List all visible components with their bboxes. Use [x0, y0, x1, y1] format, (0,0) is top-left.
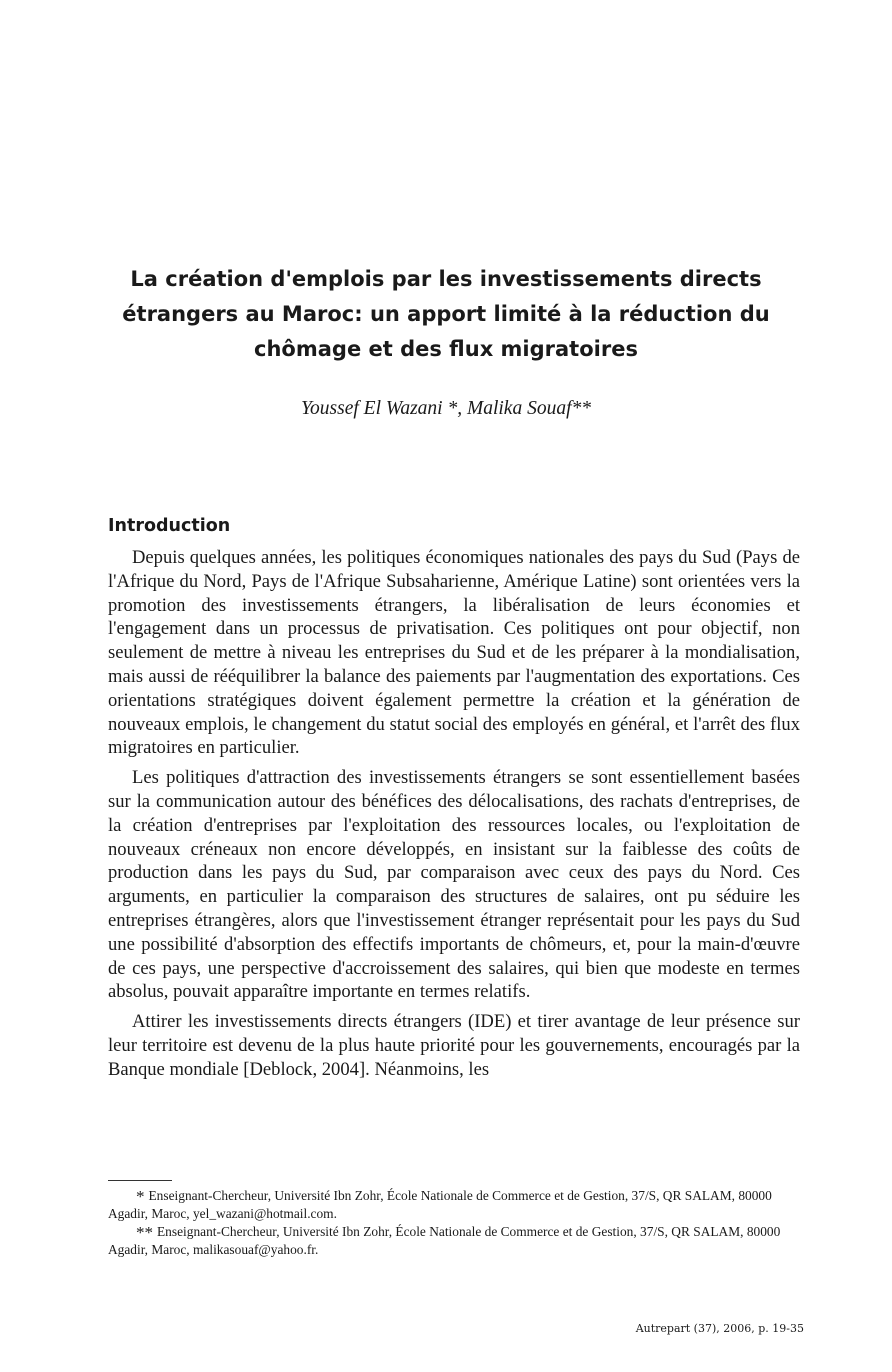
- running-footer: Autrepart (37), 2006, p. 19-35: [635, 1322, 804, 1335]
- footnotes: [108, 1186, 798, 1258]
- footnote-text: Enseignant-Chercheur, Université Ibn Zohr, École Nationale de Commerce et de Gestion, 37/S, QR SALAM, 80000 Agadir, Maroc, malikasouaf@yahoo.fr.: [108, 1224, 781, 1257]
- article-title: La création d'emplois par les investissements directs étrangers au Maroc: un apport limité à la réduction du chômage et des flux migratoires: [122, 267, 770, 361]
- article-authors: Youssef El Wazani *, Malika Souaf**: [301, 398, 591, 419]
- footnote-separator: [108, 1180, 172, 1181]
- footnote: [108, 1222, 798, 1258]
- section-body: [108, 546, 800, 1088]
- footnote: [108, 1186, 798, 1222]
- footnote-marker: *: [136, 1187, 145, 1206]
- paragraph: Depuis quelques années, les politiques économiques nationales des pays du Sud (Pays de l'Afrique du Nord, Pays de l'Afrique Subsaharienne, Amérique Latine) sont orientées vers la promotion des investissements étrangers, la libéralisation de leurs économies et l'engagement dans un processus de privatisation. Ces politiques ont pour objectif, non seulement de mettre à niveau les entreprises du Sud et de les préparer à la mondialisation, mais aussi de rééquilibrer la balance des paiements par l'augmentation des exportations. Ces orientations stratégiques doivent également permettre la création et la génération de nouveaux emplois, le changement du statut social des employés en général, et l'arrêt des flux migratoires en particulier.: [108, 547, 800, 759]
- footnote-marker: **: [136, 1223, 153, 1242]
- section-heading: Introduction: [108, 516, 231, 536]
- footnote-text: Enseignant-Chercheur, Université Ibn Zohr, École Nationale de Commerce et de Gestion, 37/S, QR SALAM, 80000 Agadir, Maroc, yel_wazani@hotmail.com.: [108, 1188, 772, 1221]
- paragraph: Les politiques d'attraction des investissements étrangers se sont essentiellement basées sur la communication autour des bénéfices des délocalisations, des rachats d'entreprises, de la création d'entreprises par l'exploitation des ressources locales, ou l'exploitation de nouveaux créneaux non encore développés, en insistant sur la faiblesse des coûts de production dans les pays du Sud, par comparaison avec ceux des pays du Nord. Ces arguments, en particulier la comparaison des structures de salaires, ont pu séduire les entreprises étrangères, alors que l'investissement étranger représentait pour les pays du Sud une possibilité d'absorption des effectifs importants de chômeurs, et, pour la main-d'œuvre de ces pays, une perspective d'accroissement des salaires, qui bien que modeste en termes absolus, pouvait apparaître importante en termes relatifs.: [108, 767, 800, 1003]
- paragraph: Attirer les investissements directs étrangers (IDE) et tirer avantage de leur présence sur leur territoire est devenu de la plus haute priorité pour les gouvernements, encouragés par la Banque mondiale [Deblock, 2004]. Néanmoins, les: [108, 1011, 800, 1080]
